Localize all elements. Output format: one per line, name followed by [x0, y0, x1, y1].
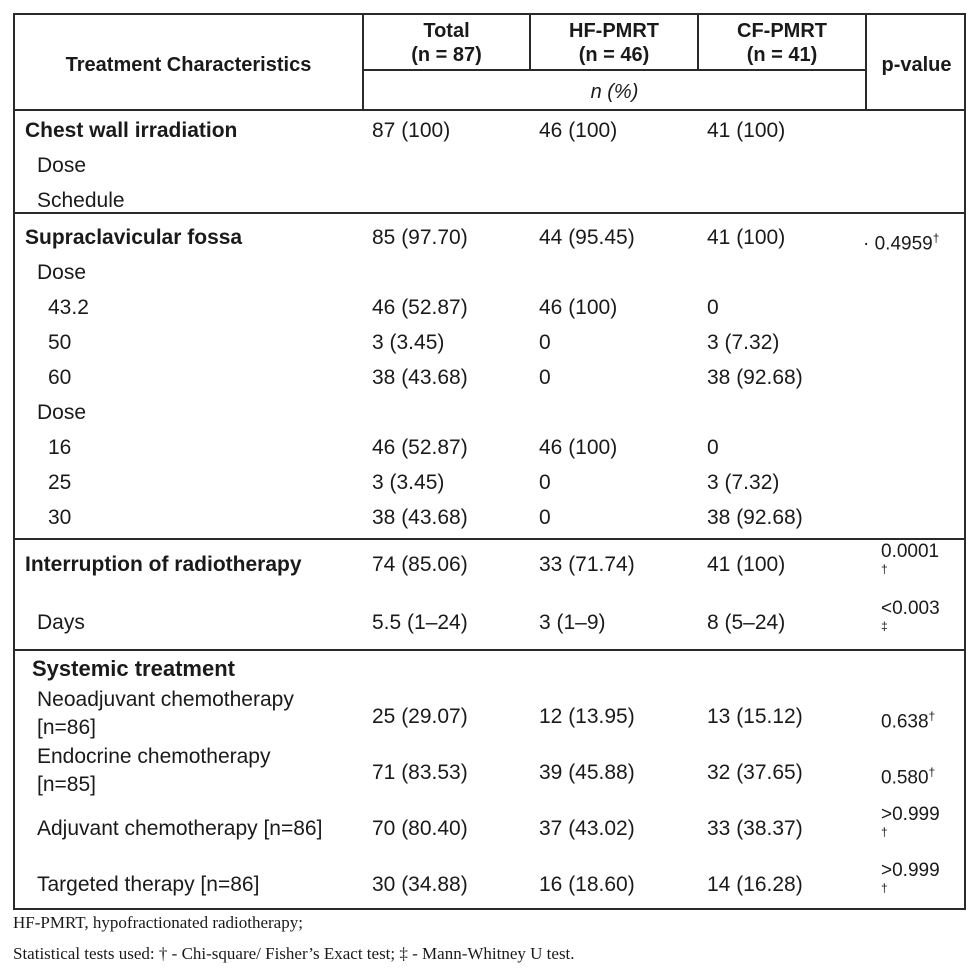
header-treatment: Treatment Characteristics — [65, 54, 312, 76]
supra-row-label: 43.2 — [48, 296, 89, 319]
supra-row-total: 3 (3.45) — [372, 471, 445, 494]
chest-dose: Dose — [37, 154, 87, 177]
systemic-row-label: Targeted therapy [n=86] — [37, 873, 260, 896]
supra-row-total: 3 (3.45) — [372, 331, 445, 354]
systemic-title: Systemic treatment — [32, 656, 235, 681]
supra-row-label: 16 — [48, 436, 72, 459]
header-unit: n (%) — [590, 81, 639, 103]
interrupt-days-total: 5.5 (1–24) — [372, 611, 468, 634]
systemic-row-hf: 16 (18.60) — [539, 873, 635, 896]
supra-hf: 44 (95.45) — [539, 226, 635, 249]
supra-row-hf: 0 — [539, 506, 551, 529]
supra-row-cf: 0 — [707, 296, 719, 319]
supra-row-hf: 0 — [539, 366, 551, 389]
supra-row-hf: 0 — [539, 331, 551, 354]
chest-hf: 46 (100) — [539, 119, 618, 142]
header-rule — [15, 109, 964, 111]
supra-pvalue: · 0.4959† — [863, 231, 940, 255]
supra-cf: 41 (100) — [707, 226, 786, 249]
supra-row-hf: 0 — [539, 471, 551, 494]
supra-row-cf: 3 (7.32) — [707, 331, 780, 354]
footnote-abbrev: HF-PMRT, hypofractionated radiotherapy; — [13, 913, 303, 932]
characteristics-table — [13, 13, 966, 910]
systemic-row-total: 30 (34.88) — [372, 873, 468, 896]
supra-dose-1: Dose — [37, 261, 87, 284]
systemic-row-pvalue: >0.999 † — [881, 860, 940, 895]
supra-dose-2: Dose — [37, 401, 87, 424]
supra-row-label: 60 — [48, 366, 72, 389]
systemic-row-pvalue: 0.638† — [881, 709, 936, 733]
supra-row-cf: 0 — [707, 436, 719, 459]
chest-cf: 41 (100) — [707, 119, 786, 142]
supra-row-cf: 38 (92.68) — [707, 506, 803, 529]
supra-row-label: 50 — [48, 331, 72, 354]
systemic-row-pvalue: >0.999 † — [881, 804, 940, 839]
section-rule-chest — [15, 212, 964, 214]
supra-title: Supraclavicular fossa — [25, 226, 243, 249]
section-rule-interrupt — [15, 649, 964, 651]
systemic-row-label: Adjuvant chemotherapy [n=86] — [37, 817, 323, 840]
supra-row-cf: 38 (92.68) — [707, 366, 803, 389]
header-pvalue: p-value — [881, 54, 952, 76]
systemic-row-cf: 32 (37.65) — [707, 761, 803, 784]
header-cf: CF-PMRT (n = 41) — [737, 20, 827, 66]
chest-title: Chest wall irradiation — [25, 119, 238, 142]
systemic-row-pvalue: 0.580† — [881, 765, 936, 789]
systemic-row-hf: 12 (13.95) — [539, 705, 635, 728]
footnote-tests: Statistical tests used: † - Chi-square/ Fisher’s Exact test; ‡ - Mann-Whitney U test. — [13, 944, 575, 963]
interrupt-title: Interruption of radiotherapy — [25, 553, 302, 576]
interrupt-days-pvalue: <0.003 ‡ — [881, 598, 940, 633]
supra-row-total: 38 (43.68) — [372, 506, 468, 529]
supra-row-hf: 46 (100) — [539, 296, 618, 319]
systemic-row-hf: 39 (45.88) — [539, 761, 635, 784]
interrupt-days: Days — [37, 611, 85, 634]
interrupt-total: 74 (85.06) — [372, 553, 468, 576]
interrupt-hf: 33 (71.74) — [539, 553, 635, 576]
systemic-row-cf: 14 (16.28) — [707, 873, 803, 896]
systemic-row-total: 71 (83.53) — [372, 761, 468, 784]
systemic-row-total: 25 (29.07) — [372, 705, 468, 728]
chest-total: 87 (100) — [372, 119, 451, 142]
header-subrule — [362, 69, 867, 71]
section-rule-supra — [15, 538, 964, 540]
systemic-row-cf: 13 (15.12) — [707, 705, 803, 728]
supra-row-hf: 46 (100) — [539, 436, 618, 459]
systemic-row-cf: 33 (38.37) — [707, 817, 803, 840]
chest-schedule: Schedule — [37, 189, 125, 212]
header-hf: HF-PMRT (n = 46) — [569, 20, 659, 66]
systemic-row-label: Endocrine chemotherapy [n=85] — [37, 745, 271, 796]
supra-row-label: 30 — [48, 506, 72, 529]
supra-row-cf: 3 (7.32) — [707, 471, 780, 494]
supra-row-label: 25 — [48, 471, 72, 494]
interrupt-pvalue: 0.0001 † — [881, 541, 940, 576]
systemic-row-label: Neoadjuvant chemotherapy [n=86] — [37, 688, 294, 739]
supra-row-total: 46 (52.87) — [372, 436, 468, 459]
systemic-row-total: 70 (80.40) — [372, 817, 468, 840]
header-total: Total (n = 87) — [411, 20, 482, 66]
interrupt-days-cf: 8 (5–24) — [707, 611, 786, 634]
supra-row-total: 38 (43.68) — [372, 366, 468, 389]
interrupt-days-hf: 3 (1–9) — [539, 611, 606, 634]
systemic-row-hf: 37 (43.02) — [539, 817, 635, 840]
supra-row-total: 46 (52.87) — [372, 296, 468, 319]
interrupt-cf: 41 (100) — [707, 553, 786, 576]
supra-total: 85 (97.70) — [372, 226, 468, 249]
